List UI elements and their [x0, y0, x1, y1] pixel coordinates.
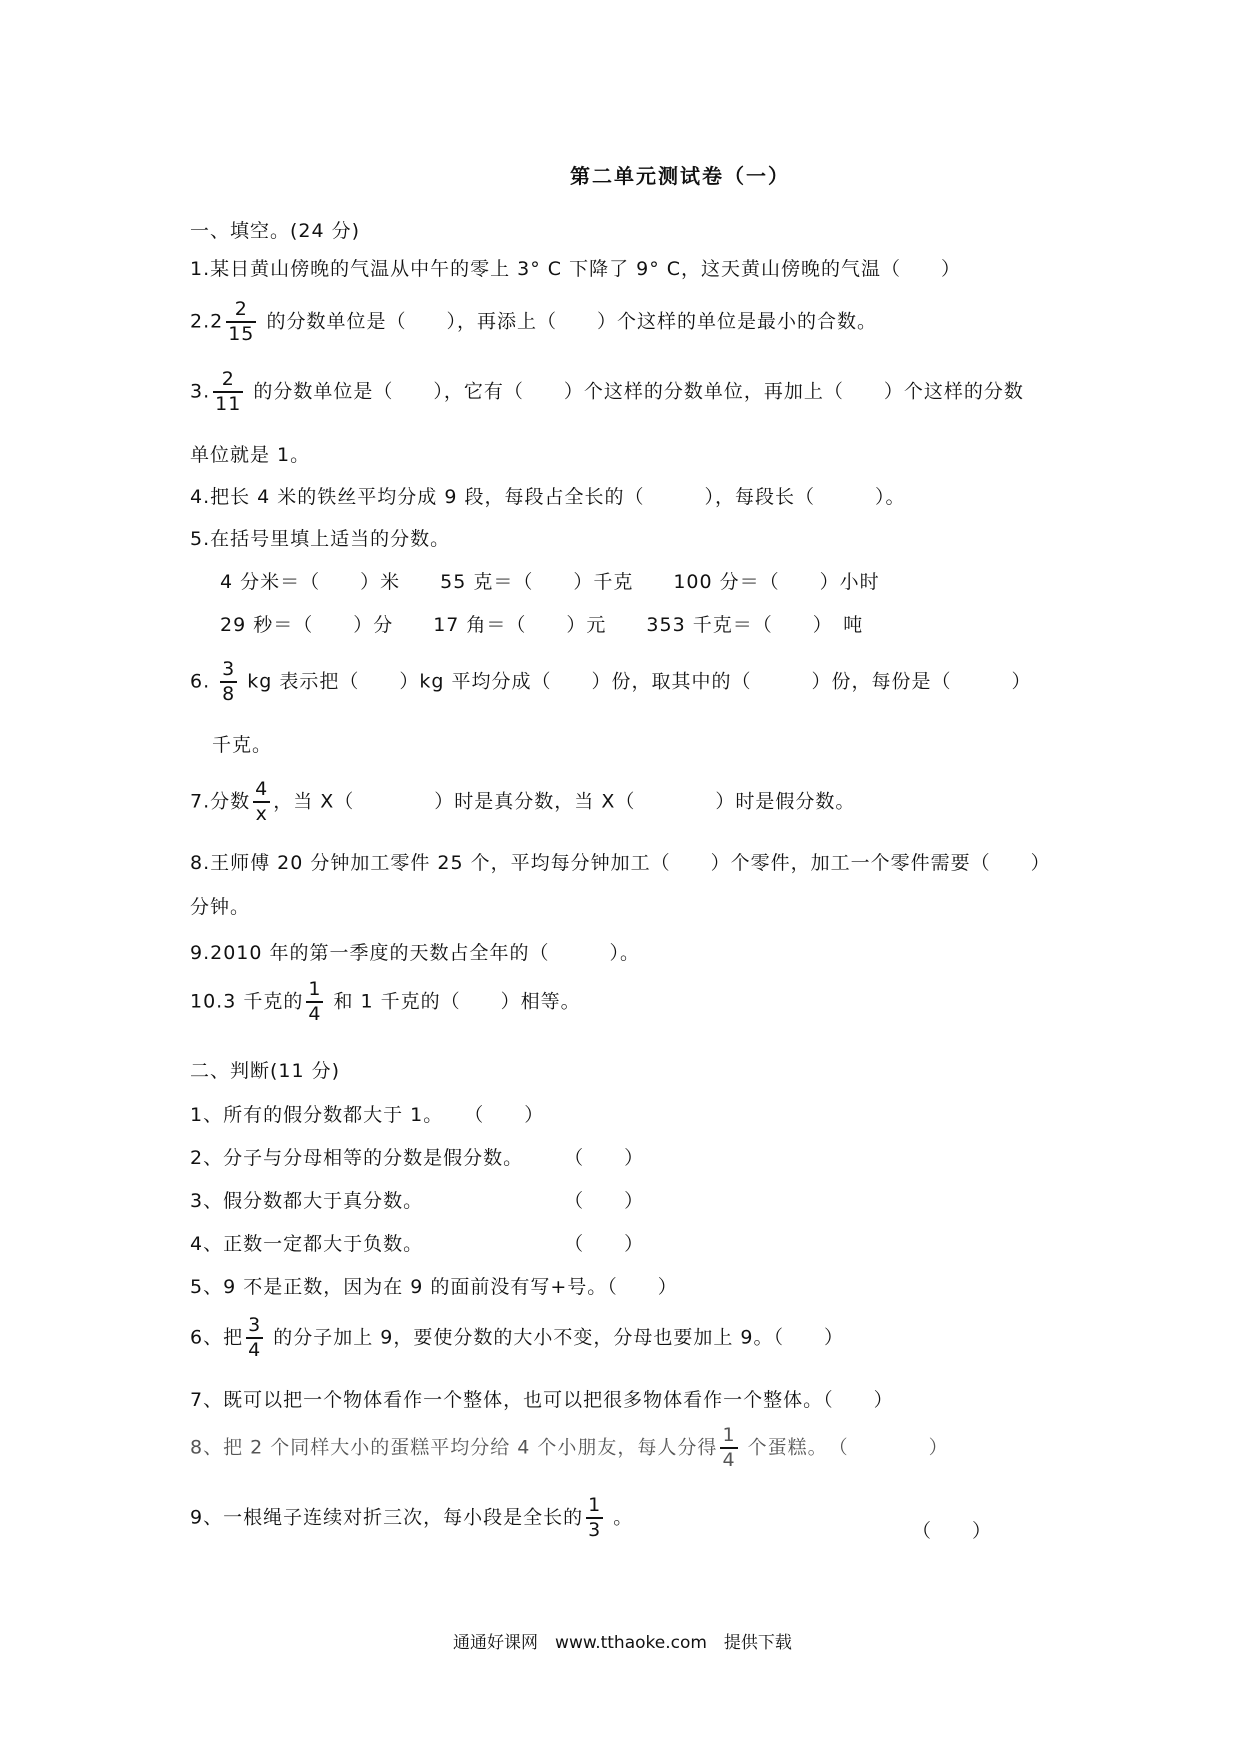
question-3-continued: 单位就是 1。	[190, 444, 311, 466]
denominator: 4	[308, 1003, 322, 1025]
section-heading-true-false: 二、判断(11 分)	[190, 1060, 341, 1082]
question-9: 9.2010 年的第一季度的天数占全年的（ ）。	[190, 942, 641, 964]
denominator: 15	[228, 323, 255, 345]
question-7-prefix: 7.分数	[190, 790, 251, 813]
question-3-prefix: 3.	[190, 380, 211, 403]
question-1: 1.某日黄山傍晚的气温从中午的零上 3° C 下降了 9° C，这天黄山傍晚的气温（ ）	[190, 258, 962, 280]
denominator: x	[255, 803, 268, 825]
fraction	[220, 660, 237, 704]
numerator: 1	[720, 1426, 737, 1449]
numerator: 3	[246, 1316, 263, 1339]
question-10-prefix: 10.3 千克的	[190, 990, 304, 1013]
judgment-6	[190, 1316, 844, 1360]
judgment-3: 3、假分数都大于真分数。 （ ）	[190, 1190, 645, 1212]
denominator: 4	[722, 1449, 736, 1471]
question-7-text: ，当 X（ ）时是真分数，当 X（ ）时是假分数。	[273, 790, 856, 813]
judgment-6-text: 的分子加上 9，要使分数的大小不变，分母也要加上 9。（ ）	[266, 1326, 844, 1349]
question-10-text: 和 1 千克的（ ）相等。	[326, 990, 581, 1013]
judgment-9	[190, 1496, 633, 1540]
numerator: 4	[253, 780, 270, 803]
judgment-7: 7、既可以把一个物体看作一个整体，也可以把很多物体看作一个整体。（ ）	[190, 1389, 894, 1411]
judgment-8-text: 个蛋糕。 （ ）	[740, 1436, 949, 1459]
question-6-prefix: 6.	[190, 670, 218, 693]
numerator: 1	[306, 980, 323, 1003]
judgment-9-text: 。	[606, 1506, 634, 1529]
question-5-row-1: 4 分米＝（ ）米 55 克＝（ ）千克 100 分＝（ ）小时	[220, 571, 880, 593]
question-3	[190, 370, 1024, 414]
judgment-4: 4、正数一定都大于负数。 （ ）	[190, 1233, 645, 1255]
fraction	[253, 780, 270, 824]
judgment-6-prefix: 6、把	[190, 1326, 244, 1349]
question-6-continued: 千克。	[212, 734, 273, 756]
question-6-text: kg 表示把（ ）kg 平均分成（ ）份，取其中的（ ）份，每份是（ ）	[240, 670, 1032, 693]
judgment-8	[190, 1426, 949, 1470]
judgment-8-prefix: 8、把 2 个同样大小的蛋糕平均分给 4 个小朋友，每人分得	[190, 1436, 718, 1459]
question-8-continued: 分钟。	[190, 896, 251, 918]
question-5: 5.在括号里填上适当的分数。	[190, 528, 451, 550]
numerator: 3	[220, 660, 237, 683]
judgment-5: 5、9 不是正数，因为在 9 的面前没有写+号。（ ）	[190, 1276, 678, 1298]
judgment-9-answer-blank: （ ）	[912, 1520, 993, 1542]
question-3-text: 的分数单位是（ ），它有（ ）个这样的分数单位，再加上（ ）个这样的分数	[246, 380, 1024, 403]
page-footer: 通通好课网 www.tthaoke.com 提供下载	[453, 1633, 792, 1653]
question-2-prefix: 2.2	[190, 310, 224, 333]
judgment-9-prefix: 9、一根绳子连续对折三次，每小段是全长的	[190, 1506, 584, 1529]
question-4: 4.把长 4 米的铁丝平均分成 9 段，每段占全长的（ ），每段长（ ）。	[190, 486, 906, 508]
denominator: 11	[215, 393, 242, 415]
fraction	[213, 370, 243, 414]
judgment-2: 2、分子与分母相等的分数是假分数。 （ ）	[190, 1147, 645, 1169]
numerator: 2	[226, 300, 256, 323]
fraction	[720, 1426, 737, 1470]
fraction	[246, 1316, 263, 1360]
question-2	[190, 300, 877, 344]
page-title: 第二单元测试卷（一）	[570, 164, 790, 188]
question-6	[190, 660, 1032, 704]
fraction	[226, 300, 256, 344]
fraction	[306, 980, 323, 1024]
judgment-1: 1、所有的假分数都大于 1。 （ ）	[190, 1104, 545, 1126]
numerator: 2	[213, 370, 243, 393]
denominator: 3	[588, 1519, 602, 1541]
fraction	[586, 1496, 603, 1540]
question-5-row-2: 29 秒＝（ ）分 17 角＝（ ）元 353 千克＝（ ） 吨	[220, 614, 864, 636]
numerator: 1	[586, 1496, 603, 1519]
section-heading-fill-blank: 一、填空。(24 分)	[190, 220, 361, 242]
question-7	[190, 780, 855, 824]
question-8: 8.王师傅 20 分钟加工零件 25 个，平均每分钟加工（ ）个零件，加工一个零件需要（ ）	[190, 852, 1051, 874]
question-2-text: 的分数单位是（ ），再添上（ ）个这样的单位是最小的合数。	[259, 310, 877, 333]
denominator: 4	[248, 1339, 262, 1361]
question-10	[190, 980, 581, 1024]
denominator: 8	[222, 683, 236, 705]
